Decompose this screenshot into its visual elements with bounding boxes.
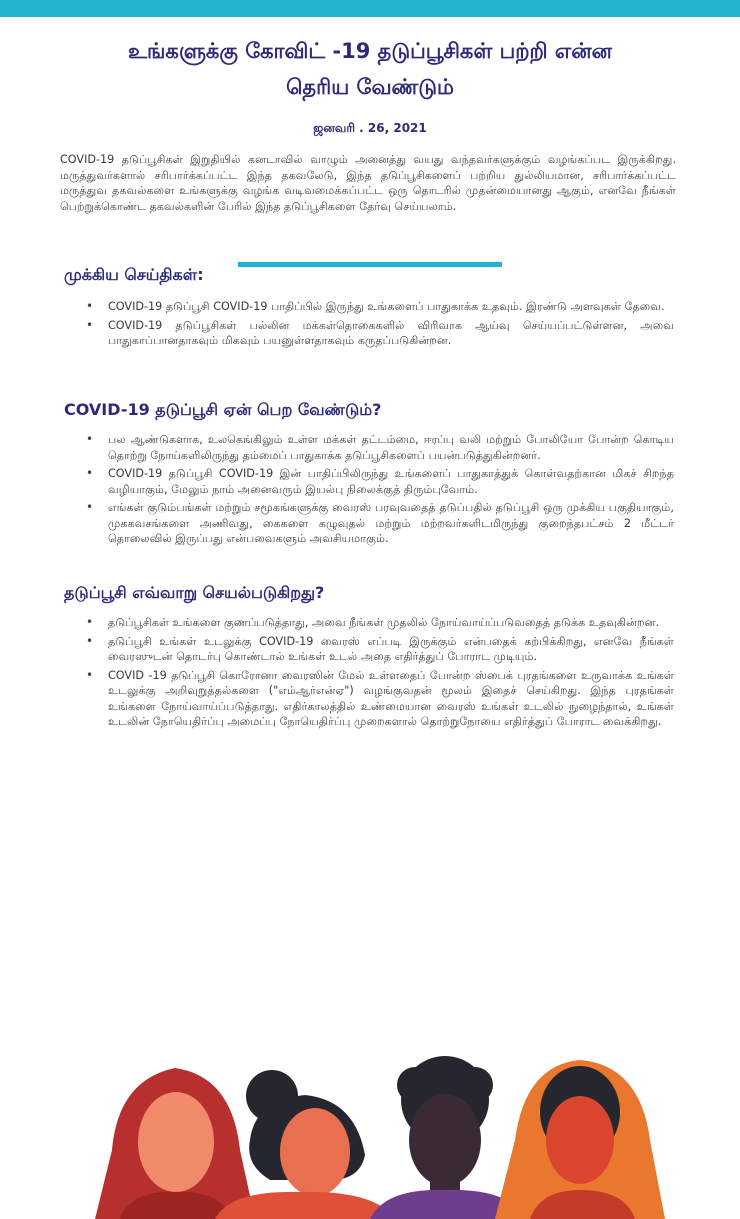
why-vaccinate-list xyxy=(108,432,674,550)
key-messages-list xyxy=(108,299,674,352)
page-title-line-2: தெரிய வேண்டும் xyxy=(286,75,454,99)
top-accent-bar xyxy=(0,0,740,17)
people-illustration xyxy=(0,1040,740,1219)
person-headscarf-figure xyxy=(495,1060,665,1219)
publish-date: ஜனவரி . 26, 2021 xyxy=(313,121,427,135)
section-heading-how-it-works: தடுப்பூசி எவ்வாறு செயல்படுகிறது? xyxy=(64,583,325,602)
how-it-works-list xyxy=(108,615,674,733)
list-item: • COVID -19 தடுப்பூசி கொரோனா வைரஸின் மேல் உள்ளதைப் போன்ற ஸ்பைக் புரதங்களை உருவாக்க உங்கள் உடலுக்கு அறிவுறுத்தல்களை ("எம்ஆர்என்ஏ") வழங்குவதன் மூலம் இதைச் செய்கிறது. இந்த புரதங்கள் உங்களை நோய்வாய்ப்படுத்தாது. எதிர்காலத்தில் உண்மையான வைரஸ் உங்கள் உடலில் நுழைந்தால், உங்கள் உடலின் நோயெதிர்ப்பு அமைப்பு நோயெதிர்ப்பு முறைகளால் தொற்றுநோயை எதிர்த்துப் போராட வைக்கிறது. xyxy=(108,668,674,730)
intro-paragraph: COVID-19 தடுப்பூசிகள் இறுதியில் கனடாவில் வாழும் அனைத்து வயது வந்தவர்களுக்கும் வழங்கப்பட இருக்கிறது. மருத்துவர்களால் சரிபார்க்கப்பட்ட இந்த தகவலேடு, இந்த தடுப்பூசிகளைப் பற்றிய துல்லியமான, சரிபார்க்கப்பட்ட மருத்துவ தகவல்களை உங்களுக்கு வழங்க வடிவமைக்கப்பட்ட ஒரு தொடரில் முதன்மையானது ஆகும், எனவே நீங்கள் பெற்றுக்கொண்ட தகவல்களின் பேரில் இந்த தடுப்பூசிகளை தேர்வு செய்யலாம். xyxy=(60,153,676,213)
list-item: • தடுப்பூசிகள் உங்களை குணப்படுத்தாது, அவை நீங்கள் முதலில் நோய்வாய்ப்படுவதைத் தடுக்க உதவுகின்றன. xyxy=(108,615,674,631)
list-item: • பல ஆண்டுகளாக, உலகெங்கிலும் உள்ள மக்கள் தட்டம்மை, ஈரப்பு வலி மற்றும் போலியோ போன்ற கொடிய தொற்று நோய்களிலிருந்து தம்மைப் பாதுகாக்க தடுப்பூசிகளைப் பயன்படுத்துகின்றனர். xyxy=(108,432,674,463)
list-item: • தடுப்பூசி உங்கள் உடலுக்கு COVID-19 வைரஸ் எப்படி இருக்கும் என்பதைக் கற்பிக்கிறது, எனவே நீங்கள் வைரஸுடன் தொடர்பு கொண்டால் உங்கள் உடல் அதை எதிர்த்துப் போராட முடியும். xyxy=(108,634,674,665)
page-title-line-1: உங்களுக்கு கோவிட் -19 தடுப்பூசிகள் பற்றி என்ன xyxy=(127,39,613,63)
section-divider xyxy=(238,262,502,267)
list-item: • COVID-19 தடுப்பூசிகள் பல்லின மக்கள்தொகைகளில் விரிவாக ஆய்வு செய்யப்பட்டுள்ளன, அவை பாதுகாப்பானதாகவும் மிகவும் பயனுள்ளதாகவும் கருதப்படுகின்றன. xyxy=(108,318,674,349)
list-item: • எங்கள் குடும்பங்கள் மற்றும் சமூகங்களுக்கு வைரஸ் பரவுவதைத் தடுப்பதில் தடுப்பூசி ஒரு முக்கிய பகுதியாகும், முககவசங்களை அணிவது, கைகளை கழுவுதல் மற்றும் மற்றவர்களிடமிருந்து குறைந்தபட்சம் 2 மீட்டர் தொலைவில் இருப்பது என்பவைகளும் அவசியமாகும். xyxy=(108,500,674,547)
section-heading-why-vaccinate: COVID-19 தடுப்பூசி ஏன் பெற வேண்டும்? xyxy=(64,400,382,419)
list-item: • COVID-19 தடுப்பூசி COVID-19 இன் பாதிப்பிலிருந்து உங்களைப் பாதுகாத்துக் கொள்வதற்கான மிகச் சிறந்த வழியாகும், மேலும் நாம் அனைவரும் இயல்பு நிலைக்குத் திரும்புவோம். xyxy=(108,466,674,497)
person-hijab-figure xyxy=(95,1068,255,1219)
section-heading-key-messages: முக்கிய செய்திகள்: xyxy=(64,265,204,284)
list-item: • COVID-19 தடுப்பூசி COVID-19 பாதிப்பில் இருந்து உங்களைப் பாதுகாக்க உதவும். இரண்டு அளவுகள் தேவை. xyxy=(108,299,674,315)
